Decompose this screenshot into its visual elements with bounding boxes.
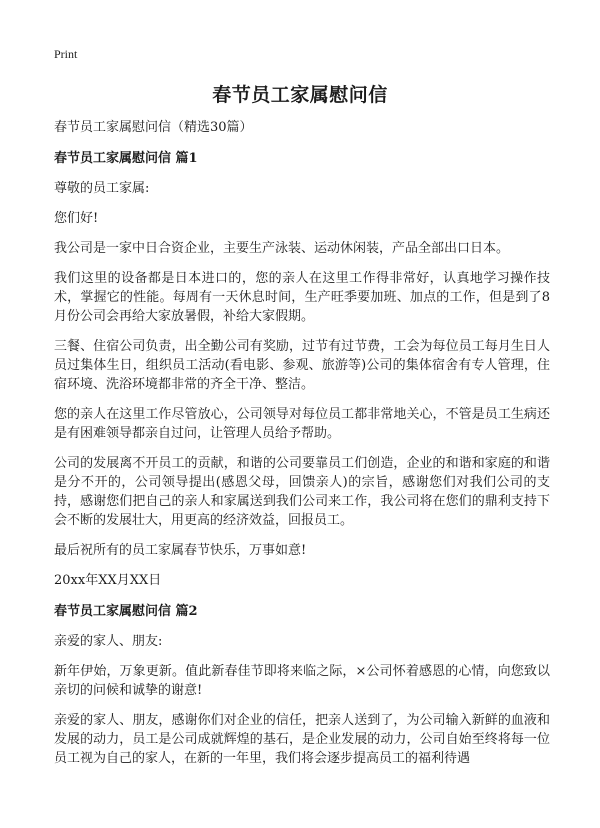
greeting: 您们好! (54, 211, 99, 226)
salutation: 尊敬的员工家属: (54, 181, 150, 196)
paragraph: 公司的发展离不开员工的贡献，和谐的公司要靠员工们创造，企业的和谐和家庭的和谐是分不开的，公司领导提出(感恩父母，回馈亲人)的宗旨，感谢您们对我们公司的支持，感谢您们把自己的亲人和家属送到我们公司来工作，我公司将在您们的鼎利支持下会不断的发展壮大，用更高的经济效益，回报员工。 (54, 456, 550, 528)
section-heading: 春节员工家属慰问信 篇1 (54, 151, 198, 166)
paragraph: 三餐、住宿公司负责，出全勤公司有奖励，过节有过节费，工会为每位员工每月生日人员过集体生日，组织员工活动(看电影、参观、旅游等)公司的集体宿舍有专人管理，住宿环境、洗浴环境都非常的齐全干净、整洁。 (54, 339, 550, 392)
salutation: 亲爱的家人、朋友: (54, 634, 163, 649)
paragraph: 您的亲人在这里工作尽管放心，公司领导对每位员工都非常地关心，不管是员工生病还是有困难领导都亲自过问，让管理人员给予帮助。 (54, 407, 550, 441)
print-link[interactable]: Print (54, 47, 78, 61)
document-body (54, 118, 550, 779)
page-title: 春节员工家属慰问信 (212, 84, 388, 106)
closing-line: 最后祝所有的员工家属春节快乐，万事如意! (54, 543, 307, 558)
paragraph: 新年伊始，万象更新。值此新春佳节即将来临之际，×公司怀着感恩的心情，向您致以亲切的问候和诚挚的谢意! (54, 664, 550, 698)
date-line: 20xx年XX月XX日 (54, 573, 162, 588)
paragraph: 亲爱的家人、朋友，感谢你们对企业的信任，把亲人送到了，为公司输入新鲜的血液和发展的动力，员工是公司成就辉煌的基石，是企业发展的动力，公司自始至终将每一位员工视为自己的家人，在新的一年里，我们将会逐步提高员工的福利待遇 (54, 713, 550, 766)
paragraph: 我们这里的设备都是日本进口的，您的亲人在这里工作得非常好，认真地学习操作技术，掌握它的性能。每周有一天休息时间，生产旺季要加班、加点的工作，但是到了8月份公司会再给大家放暑假，补给大家假期。 (54, 271, 550, 324)
section-heading: 春节员工家属慰问信 篇2 (54, 604, 198, 619)
document-subtitle: 春节员工家属慰问信（精选30篇） (54, 120, 253, 135)
paragraph: 我公司是一家中日合资企业，主要生产泳装、运动休闲装，产品全部出口日本。 (54, 241, 510, 256)
